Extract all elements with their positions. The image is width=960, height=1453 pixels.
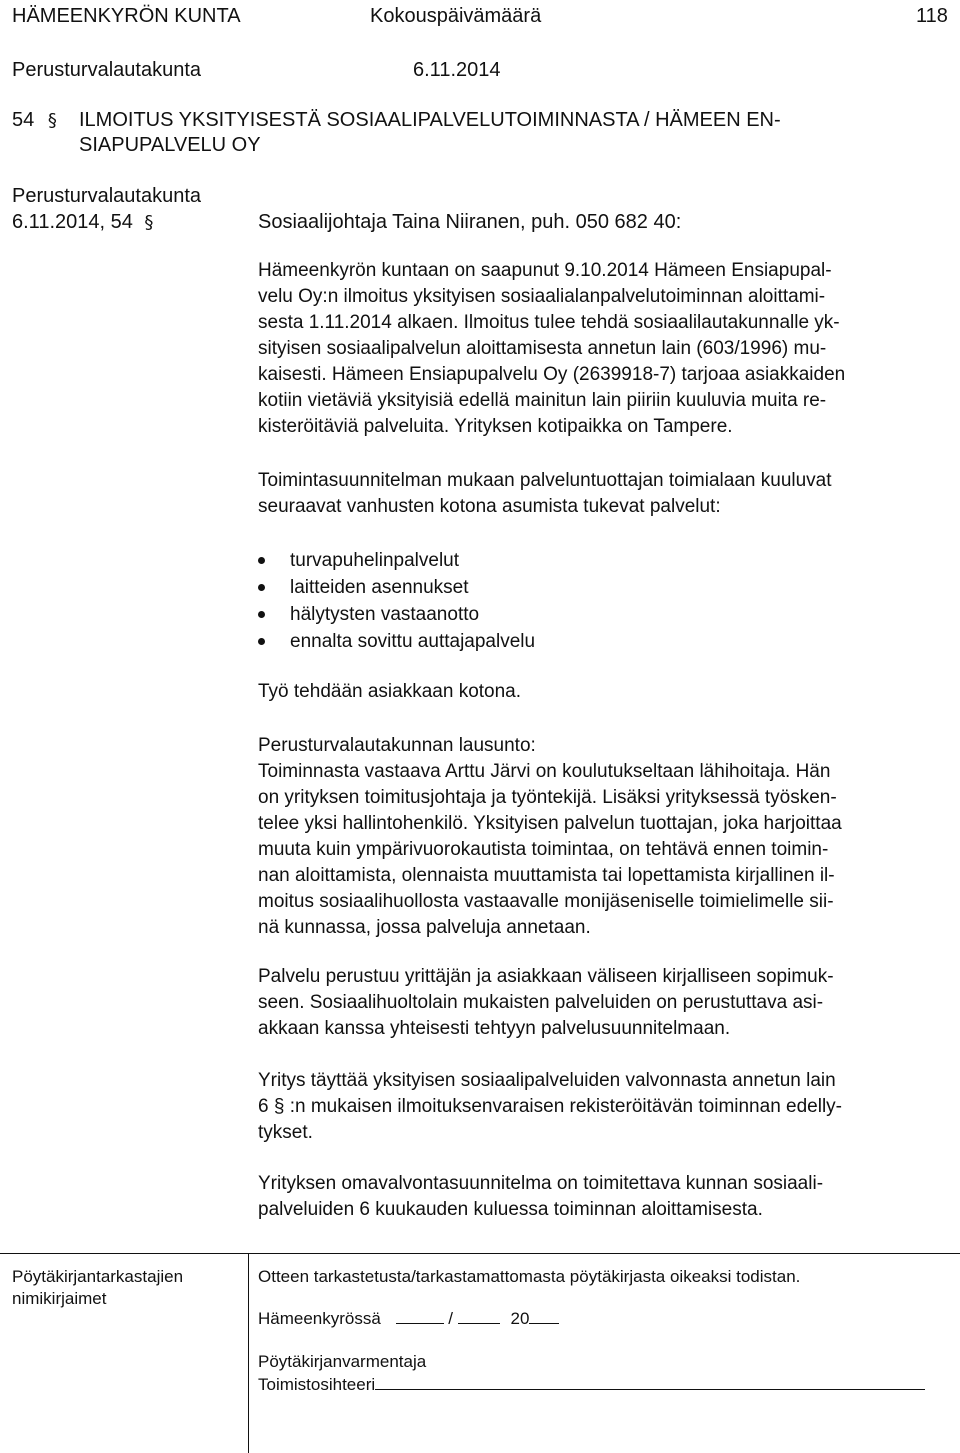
paragraph-statement [258, 733, 948, 941]
text-line: Yritys täyttää yksityisen sosiaalipalveluiden valvonnasta annetun lain [258, 1070, 836, 1091]
text-line: akkaan kanssa yhteisesti tehtyyn palvelusuunnitelmaan. [258, 1018, 731, 1039]
text-line: sityisen sosiaalipalvelun aloittamisesta annetun lain (603/1996) mu- [258, 338, 827, 359]
text-line: 6 § :n mukaisen ilmoituksenvaraisen rekisteröitävän toiminnan edelly- [258, 1096, 843, 1117]
text-line: kaisesti. Hämeen Ensiapupalvelu Oy (2639918-7) tarjoaa asiakkaiden [258, 364, 846, 385]
footer-certification: Otteen tarkastetusta/tarkastamattomasta pöytäkirjasta oikeaksi todistan. [258, 1267, 801, 1286]
text-line: muuta kuin ympärivuorokautista toimintaa, on tehtävä ennen toimin- [258, 839, 829, 860]
preparation-board: Perusturvalautakunta [12, 185, 202, 207]
list-item: turvapuhelinpalvelut [258, 547, 948, 574]
text-line: seen. Sosiaalihuoltolain mukaisten palveluiden on perustuttava asi- [258, 992, 824, 1013]
text-line: palveluiden 6 kuukauden kuluessa toiminnan aloittamisesta. [258, 1199, 763, 1220]
preparation-ref-date: 6.11.2014, 54 [12, 211, 133, 233]
footer-secretary: Toimistosihteeri [258, 1375, 376, 1394]
paragraph-notification [258, 258, 948, 440]
text-line: on yrityksen toimitusjohtaja ja työntekijä. Lisäksi yrityksessä työsken- [258, 787, 837, 808]
text-line: kisteröitäviä palveluita. Yrityksen kotipaikka on Tampere. [258, 416, 733, 437]
text-line: moitus sosiaalihuollosta vastaavalle monijäseniselle toimielimelle sii- [258, 891, 834, 912]
paragraph-services-intro [258, 468, 948, 520]
preparation-reference [12, 210, 153, 235]
text-line: kotiin vietäviä yksityisiä edellä mainitun lain piiriin kuuluvia muita re- [258, 390, 827, 411]
paragraph-requirements [258, 1068, 948, 1146]
text-line: Palvelu perustuu yrittäjän ja asiakkaan väliseen kirjalliseen sopimuk- [258, 966, 834, 987]
footer-initials-label-1: Pöytäkirjantarkastajien [12, 1267, 184, 1286]
text-line: nä kunnassa, jossa palveluja annetaan. [258, 917, 591, 938]
footer-column-divider [248, 1253, 249, 1453]
text-line: Toiminnasta vastaava Arttu Järvi on koulutukseltaan lähihoitaja. Hän [258, 761, 831, 782]
footer-initials-label-2: nimikirjaimet [12, 1289, 107, 1308]
text-line: telee yksi hallintohenkilö. Yksityisen palvelun tuottajan, joka harjoittaa [258, 813, 842, 834]
footer-signature-blank [375, 1373, 925, 1390]
item-number-value: 54 [12, 109, 35, 131]
list-item: laitteiden asennukset [258, 574, 948, 601]
board-name: Perusturvalautakunta [12, 59, 202, 81]
services-list [258, 547, 948, 655]
text-line: nan aloittamista, olennaista muuttamista tai lopettamista kirjallinen il- [258, 865, 835, 886]
footer-divider [0, 1253, 960, 1254]
footer-month-blank [458, 1307, 500, 1324]
list-item: ennalta sovittu auttajapalvelu [258, 628, 948, 655]
preparer: Sosiaalijohtaja Taina Niiranen, puh. 050 682 40: [258, 211, 682, 233]
text-line: Hämeenkyrön kuntaan on saapunut 9.10.2014 Hämeen Ensiapupal- [258, 260, 832, 281]
statement-heading: Perusturvalautakunnan lausunto: [258, 735, 536, 756]
footer-year: 20 [510, 1309, 530, 1328]
list-item: hälytysten vastaanotto [258, 601, 948, 628]
document-type: Kokouspäivämäärä [370, 5, 542, 27]
section-sign: § [47, 110, 57, 131]
footer-place: Hämeenkyrössä [258, 1309, 381, 1328]
footer-day-blank [396, 1307, 444, 1324]
text-line: tykset. [258, 1122, 313, 1143]
text-line: velu Oy:n ilmoitus yksityisen sosiaalialanpalvelutoiminnan aloittami- [258, 286, 826, 307]
footer-verifier: Pöytäkirjanvarmentaja [258, 1352, 427, 1371]
item-title-line-2: SIAPUPALVELU OY [79, 134, 261, 156]
page-number: 118 [916, 5, 948, 27]
text-line: Työ tehdään asiakkaan kotona. [258, 681, 522, 702]
paragraph-work-location [258, 679, 948, 705]
paragraph-agreement [258, 964, 948, 1042]
text-line: Toimintasuunnitelman mukaan palveluntuottajan toimialaan kuuluvat [258, 470, 832, 491]
footer-secretary-line [258, 1373, 925, 1396]
item-number [12, 108, 57, 133]
item-title-line-1: ILMOITUS YKSITYISESTÄ SOSIAALIPALVELUTOIMINNASTA / HÄMEEN EN- [79, 109, 781, 131]
text-line: seuraavat vanhusten kotona asumista tukevat palvelut: [258, 496, 721, 517]
meeting-date: 6.11.2014 [413, 59, 501, 81]
text-line: Yrityksen omavalvontasuunnitelma on toimitettava kunnan sosiaali- [258, 1173, 824, 1194]
text-line: sesta 1.11.2014 alkaen. Ilmoitus tulee tehdä sosiaalilautakunnalle yk- [258, 312, 840, 333]
footer-place-date [258, 1307, 559, 1330]
footer-year-blank [529, 1307, 559, 1324]
preparation-section-sign: § [144, 212, 154, 233]
paragraph-self-monitoring [258, 1171, 948, 1223]
footer-slash: / [448, 1309, 454, 1328]
municipality-name: HÄMEENKYRÖN KUNTA [12, 5, 241, 27]
